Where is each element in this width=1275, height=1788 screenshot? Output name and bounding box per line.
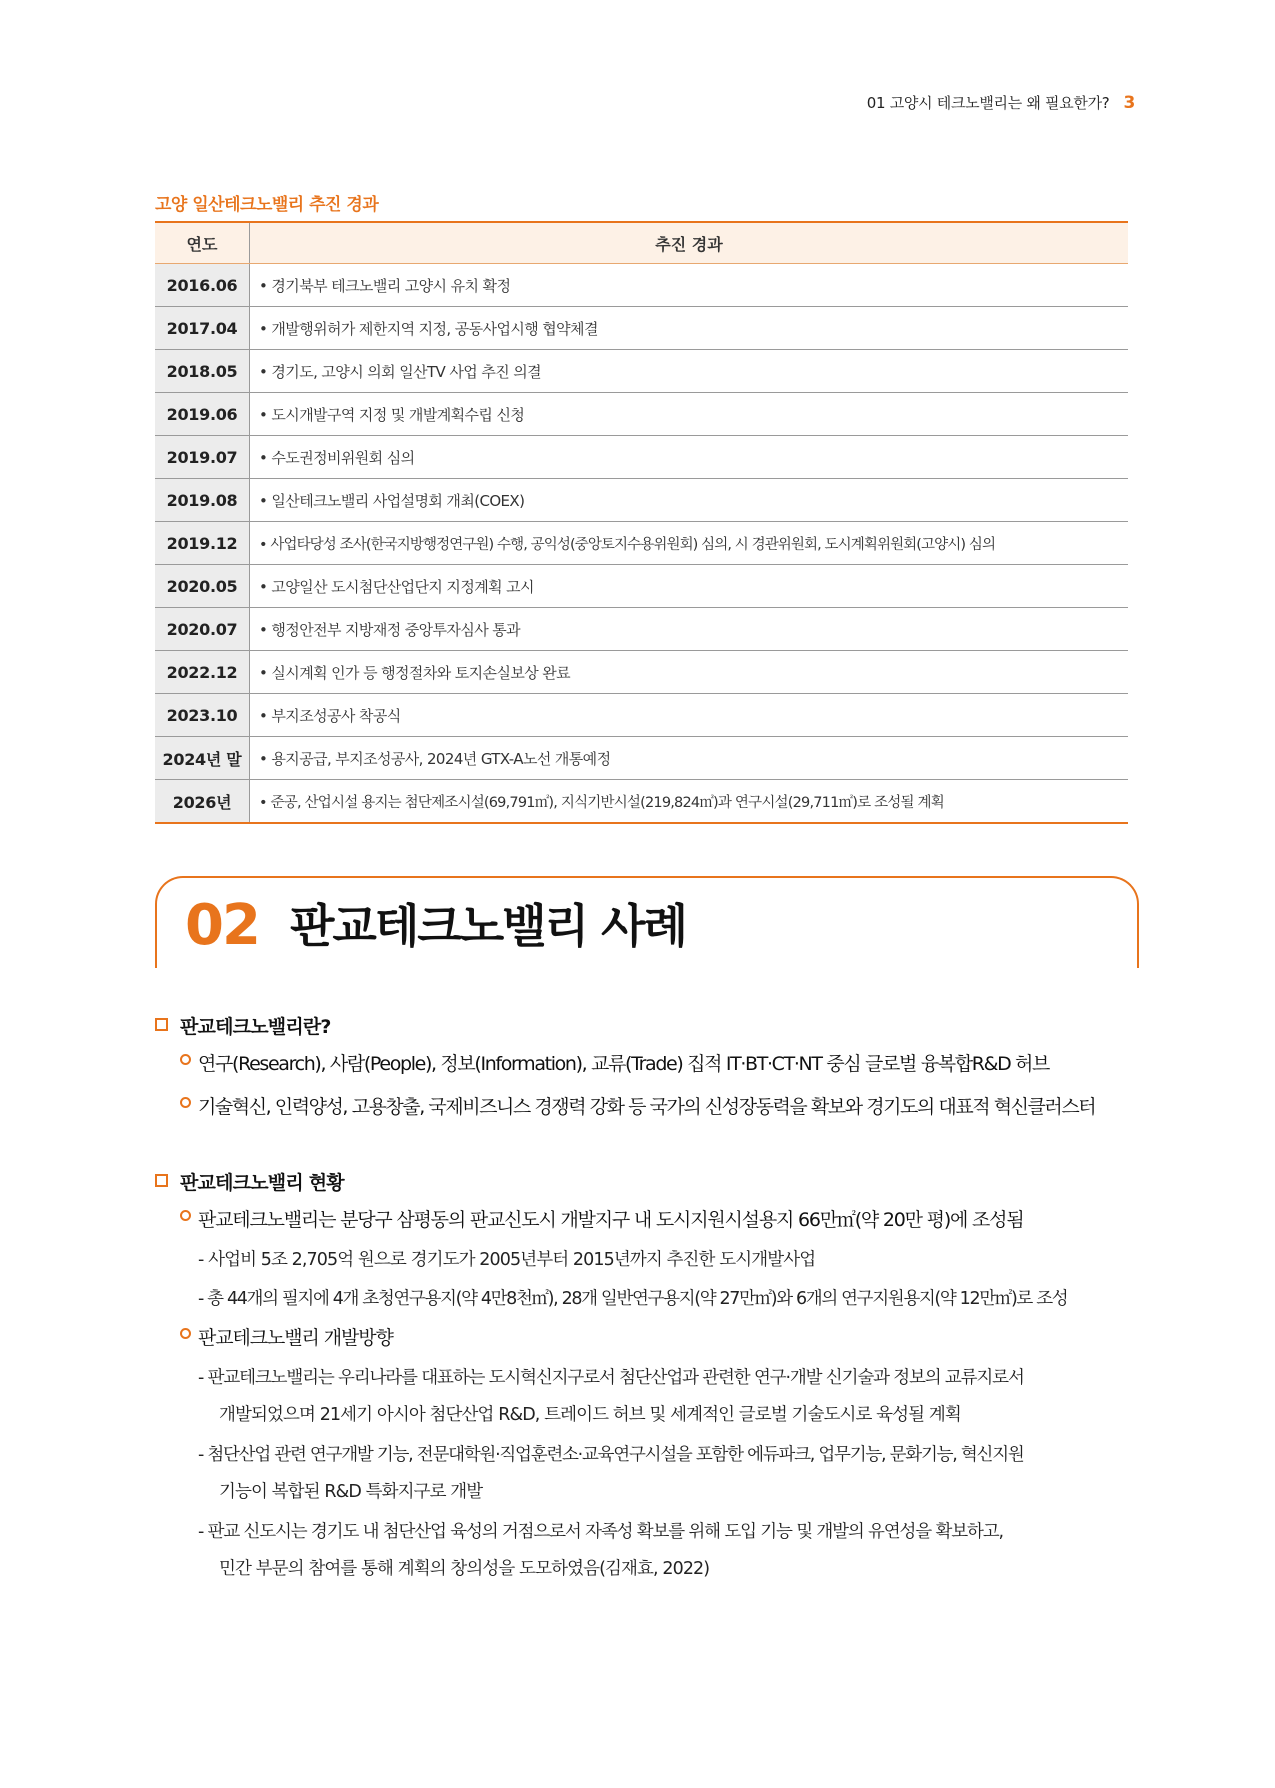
year-cell: 2026년 [155,780,250,824]
bullet-item [180,1092,1095,1119]
bullet-text: 연구(Research), 사람(People), 정보(Information), 교류(Trade) 집적 IT·BT·CT·NT 중심 글로벌 융복합R&D 허브 [198,1053,1050,1075]
bullet-item [180,1049,1049,1076]
bullet-text: 판교테크노밸리는 분당구 삼평동의 판교신도시 개발지구 내 도시지원시설용지 66만㎡(약 20만 평)에 조성됨 [198,1209,1024,1231]
running-title: 01 고양시 테크노밸리는 왜 필요한가? [866,94,1110,112]
year-cell: 2020.07 [155,608,250,651]
subsection-heading-text: 판교테크노밸리란? [180,1016,331,1038]
progress-cell: • 수도권정비위원회 심의 [250,436,1129,479]
year-cell: 2019.07 [155,436,250,479]
year-cell: 2024년 말 [155,737,250,780]
subsection-heading-text: 판교테크노밸리 현황 [180,1172,344,1194]
progress-cell: • 부지조성공사 착공식 [250,694,1129,737]
running-header [867,92,1135,113]
table-title: 고양 일산테크노밸리 추진 경과 [155,195,379,215]
progress-cell: • 실시계획 인가 등 행정절차와 토지손실보상 완료 [250,651,1129,694]
table-row [155,651,1128,694]
table-row [155,264,1128,307]
circle-bullet-icon [180,1054,191,1065]
table-header-row [155,222,1128,264]
progress-cell: • 일산테크노밸리 사업설명회 개최(COEX) [250,479,1129,522]
table-row [155,694,1128,737]
year-cell: 2017.04 [155,307,250,350]
table-row [155,522,1128,565]
square-bullet-icon [155,1018,168,1031]
dash-item-continuation: 개발되었으며 21세기 아시아 첨단산업 R&D, 트레이드 허브 및 세계적인 글로벌 기술도시로 육성될 계획 [219,1405,961,1425]
subsection-heading-definition [155,1012,331,1039]
progress-cell: • 경기북부 테크노밸리 고양시 유치 확정 [250,264,1129,307]
table-row [155,608,1128,651]
dash-item: - 판교 신도시는 경기도 내 첨단산업 육성의 거점으로서 자족성 확보를 위해 도입 기능 및 개발의 유연성을 확보하고, [198,1522,1003,1542]
year-cell: 2016.06 [155,264,250,307]
progress-cell: • 준공, 산업시설 용지는 첨단제조시설(69,791㎡), 지식기반시설(219,824㎡)과 연구시설(29,711㎡)로 조성될 계획 [250,780,1129,824]
table-row [155,436,1128,479]
progress-cell: • 도시개발구역 지정 및 개발계획수립 신청 [250,393,1129,436]
bullet-text: 기술혁신, 인력양성, 고용창출, 국제비즈니스 경쟁력 강화 등 국가의 신성장동력을 확보와 경기도의 대표적 혁신클러스터 [198,1096,1096,1118]
table-row [155,307,1128,350]
circle-bullet-icon [180,1097,191,1108]
history-table [155,221,1128,824]
dash-item: - 총 44개의 필지에 4개 초청연구용지(약 4만8천㎡), 28개 일반연구용지(약 27만㎡)와 6개의 연구지원용지(약 12만㎡)로 조성 [198,1289,1068,1309]
dash-item-continuation: 민간 부문의 참여를 통해 계획의 창의성을 도모하였음(김재효, 2022) [219,1559,710,1579]
table-row [155,350,1128,393]
year-cell: 2018.05 [155,350,250,393]
table-row [155,780,1128,824]
progress-cell: • 행정안전부 지방재정 중앙투자심사 통과 [250,608,1129,651]
table-row [155,479,1128,522]
section-title: 판교테크노밸리 사례 [290,899,686,953]
bullet-text: 판교테크노밸리 개발방향 [198,1327,393,1349]
year-cell: 2019.06 [155,393,250,436]
bullet-item [180,1205,1024,1232]
section-number: 02 [185,893,259,958]
year-cell: 2022.12 [155,651,250,694]
dash-item: - 판교테크노밸리는 우리나라를 대표하는 도시혁신지구로서 첨단산업과 관련한 연구·개발 신기술과 정보의 교류지로서 [198,1368,1024,1388]
dash-item: - 사업비 5조 2,705억 원으로 경기도가 2005년부터 2015년까지 추진한 도시개발사업 [198,1250,816,1270]
year-cell: 2023.10 [155,694,250,737]
subsection-heading-status [155,1168,344,1195]
progress-cell: • 고양일산 도시첨단산업단지 지정계획 고시 [250,565,1129,608]
progress-cell: • 용지공급, 부지조성공사, 2024년 GTX-A노선 개통예정 [250,737,1129,780]
table-row [155,737,1128,780]
year-cell: 2020.05 [155,565,250,608]
table-row [155,565,1128,608]
circle-bullet-icon [180,1328,191,1339]
progress-cell: • 개발행위허가 제한지역 지정, 공동사업시행 협약체결 [250,307,1129,350]
column-header-year: 연도 [155,222,250,264]
table-row [155,393,1128,436]
dash-item: - 첨단산업 관련 연구개발 기능, 전문대학원·직업훈련소·교육연구시설을 포함한 에듀파크, 업무기능, 문화기능, 혁신지원 [198,1445,1024,1465]
progress-cell: • 사업타당성 조사(한국지방행정연구원) 수행, 공익성(중앙토지수용위원회) 심의, 시 경관위원회, 도시계획위원회(고양시) 심의 [250,522,1129,565]
page-number: 3 [1123,93,1135,113]
column-header-progress: 추진 경과 [250,222,1129,264]
year-cell: 2019.12 [155,522,250,565]
bullet-item [180,1323,393,1350]
progress-cell: • 경기도, 고양시 의회 일산TV 사업 추진 의결 [250,350,1129,393]
dash-item-continuation: 기능이 복합된 R&D 특화지구로 개발 [219,1482,483,1502]
circle-bullet-icon [180,1210,191,1221]
square-bullet-icon [155,1174,168,1187]
year-cell: 2019.08 [155,479,250,522]
